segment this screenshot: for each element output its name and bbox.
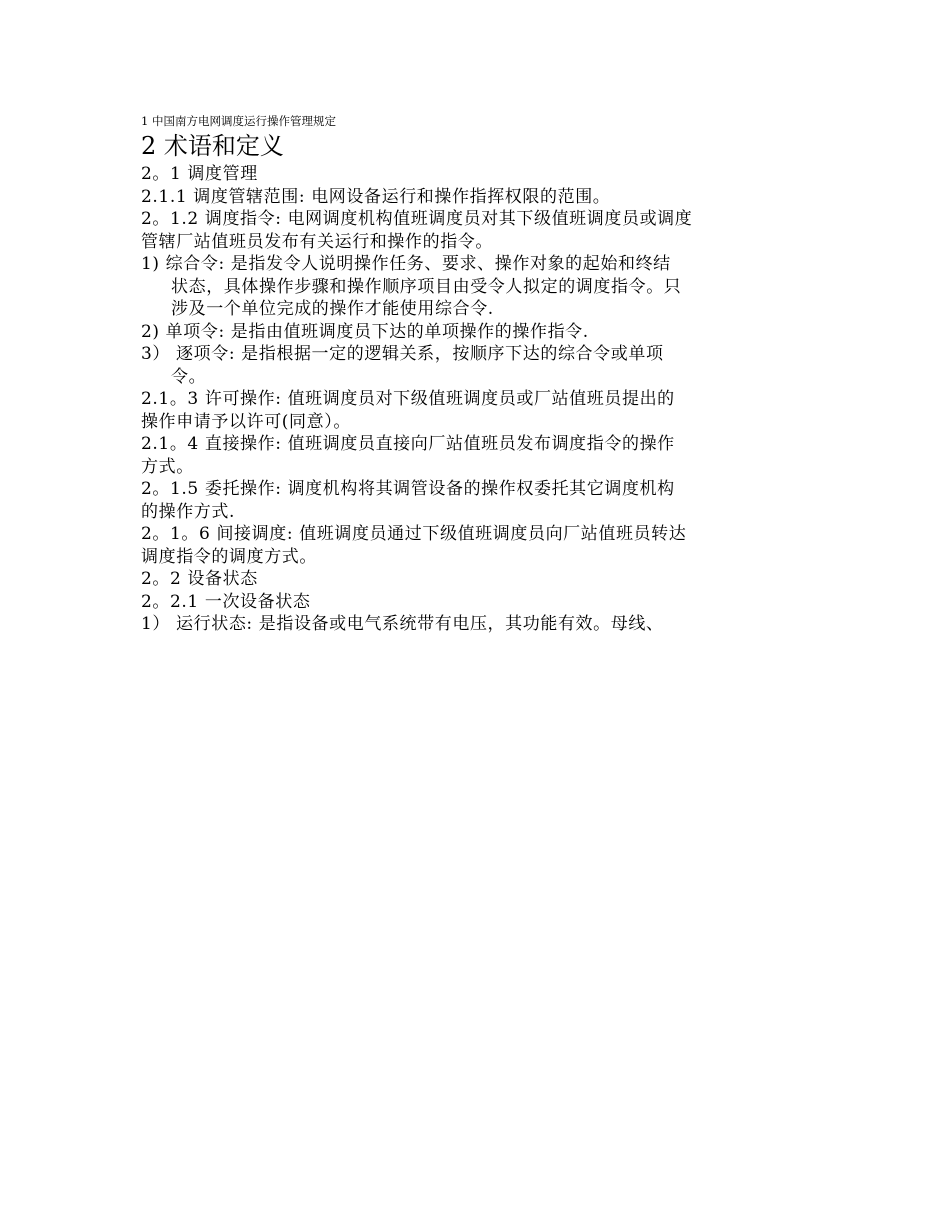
section-2-1-2-line-2: 管辖厂站值班员发布有关运行和操作的指令。 (141, 231, 493, 252)
section-2-1-4-line-2: 方式。 (141, 456, 194, 477)
section-2-2-title: 2。2 设备状态 (141, 569, 258, 589)
list-item-running-state: 1） 运行状态: 是指设备或电气系统带有电压，其功能有效。母线、 (141, 614, 664, 634)
section-2-1-4 (141, 433, 811, 478)
list-item-single-order: 2) 单项令: 是指由值班调度员下达的单项操作的操作指令. (141, 321, 589, 342)
document-page (141, 113, 811, 636)
section-2-1-5-line-2: 的操作方式. (141, 501, 236, 522)
section-2-2-1-title: 2。2.1 一次设备状态 (141, 591, 311, 612)
section-2-1-title: 2。1 调度管理 (141, 164, 258, 184)
section-2-1-6-line-2: 调度指令的调度方式。 (141, 546, 317, 567)
list-item-3-line-2: 令。 (171, 366, 207, 387)
document-header: 1 中国南方电网调度运行操作管理规定 (141, 114, 336, 128)
list-item-3-line-1: 3） 逐项令: 是指根据一定的逻辑关系，按顺序下达的综合令或单项 (141, 344, 664, 364)
section-2-1-2 (141, 208, 811, 253)
list-item-comprehensive-order (141, 253, 811, 321)
list-item-1-line-3: 涉及一个单位完成的操作才能使用综合令. (171, 299, 494, 319)
list-item-1-line-1: 1) 综合令: 是指发令人说明操作任务、要求、操作对象的起始和终结 (141, 254, 671, 274)
section-2-1-6-line-1: 2。1。6 间接调度: 值班调度员通过下级值班调度员向厂站值班员转达 (141, 524, 687, 544)
section-2-1-6 (141, 523, 811, 568)
section-2-1-3 (141, 388, 811, 433)
section-2-1-3-line-1: 2.1。3 许可操作: 值班调度员对下级值班调度员或厂站值班员提出的 (141, 389, 675, 409)
section-heading-terms: 2 术语和定义 (141, 132, 284, 160)
section-2-1-1: 2.1.1 调度管辖范围: 电网设备运行和操作指挥权限的范围。 (141, 186, 611, 207)
section-2-1-3-line-2: 操作申请予以许可(同意）。 (141, 411, 351, 432)
section-2-1-5-line-1: 2。1.5 委托操作: 调度机构将其调管设备的操作权委托其它调度机构 (141, 479, 675, 499)
section-2-1-2-line-1: 2。1.2 调度指令: 电网调度机构值班调度员对其下级值班调度员或调度 (141, 209, 693, 229)
list-item-1-line-2: 状态，具体操作步骤和操作顺序项目由受令人拟定的调度指令。只 (171, 276, 682, 297)
list-item-step-order (141, 343, 811, 388)
section-2-1-5 (141, 478, 811, 523)
section-2-1-4-line-1: 2.1。4 直接操作: 值班调度员直接向厂站值班员发布调度指令的操作 (141, 434, 675, 454)
